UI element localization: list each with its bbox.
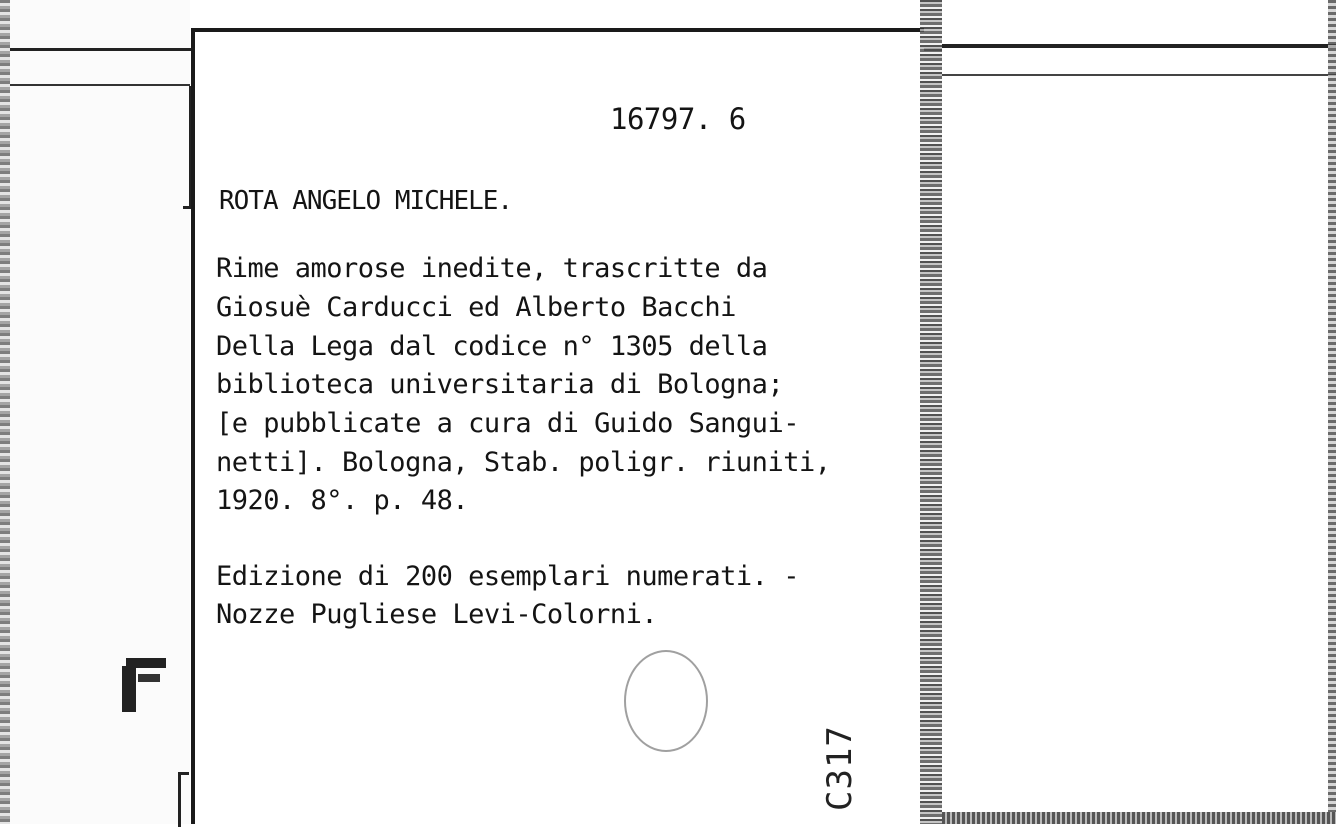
title-line: netti]. Bologna, Stab. poligr. riuniti,: [216, 447, 831, 478]
stamp-code: C317: [820, 725, 860, 811]
title-line: Della Lega dal codice n° 1305 della: [216, 331, 768, 362]
bottom-scan-edge: [942, 812, 1336, 824]
title-line: biblioteca universitaria di Bologna;: [216, 369, 784, 400]
title-line: Rime amorose inedite, trascritte da: [216, 253, 768, 284]
right-card-rule: [942, 74, 1336, 76]
stamp-ring: [624, 650, 708, 752]
left-scan-edge: [0, 0, 10, 824]
right-card: [942, 0, 1336, 824]
note-line: Nozze Pugliese Levi-Colorni.: [216, 599, 658, 630]
right-scan-edge: [1328, 0, 1336, 824]
title-line: 1920. 8°. p. 48.: [216, 485, 469, 516]
card-right-edge: [920, 0, 942, 824]
author-heading: ROTA ANGELO MICHELE.: [219, 186, 513, 216]
title-line: Giosuè Carducci ed Alberto Bacchi: [216, 292, 736, 323]
title-line: [e pubblicate a cura di Guido Sangui-: [216, 408, 799, 439]
bottom-left-bracket: [178, 772, 189, 827]
left-card-rule: [10, 84, 190, 86]
right-card-top-line: [942, 44, 1336, 48]
index-tab-mark: [112, 652, 166, 714]
note-line: Edizione di 200 esemplari numerati. -: [216, 561, 799, 592]
shelfmark: 16797. 6: [610, 102, 746, 136]
